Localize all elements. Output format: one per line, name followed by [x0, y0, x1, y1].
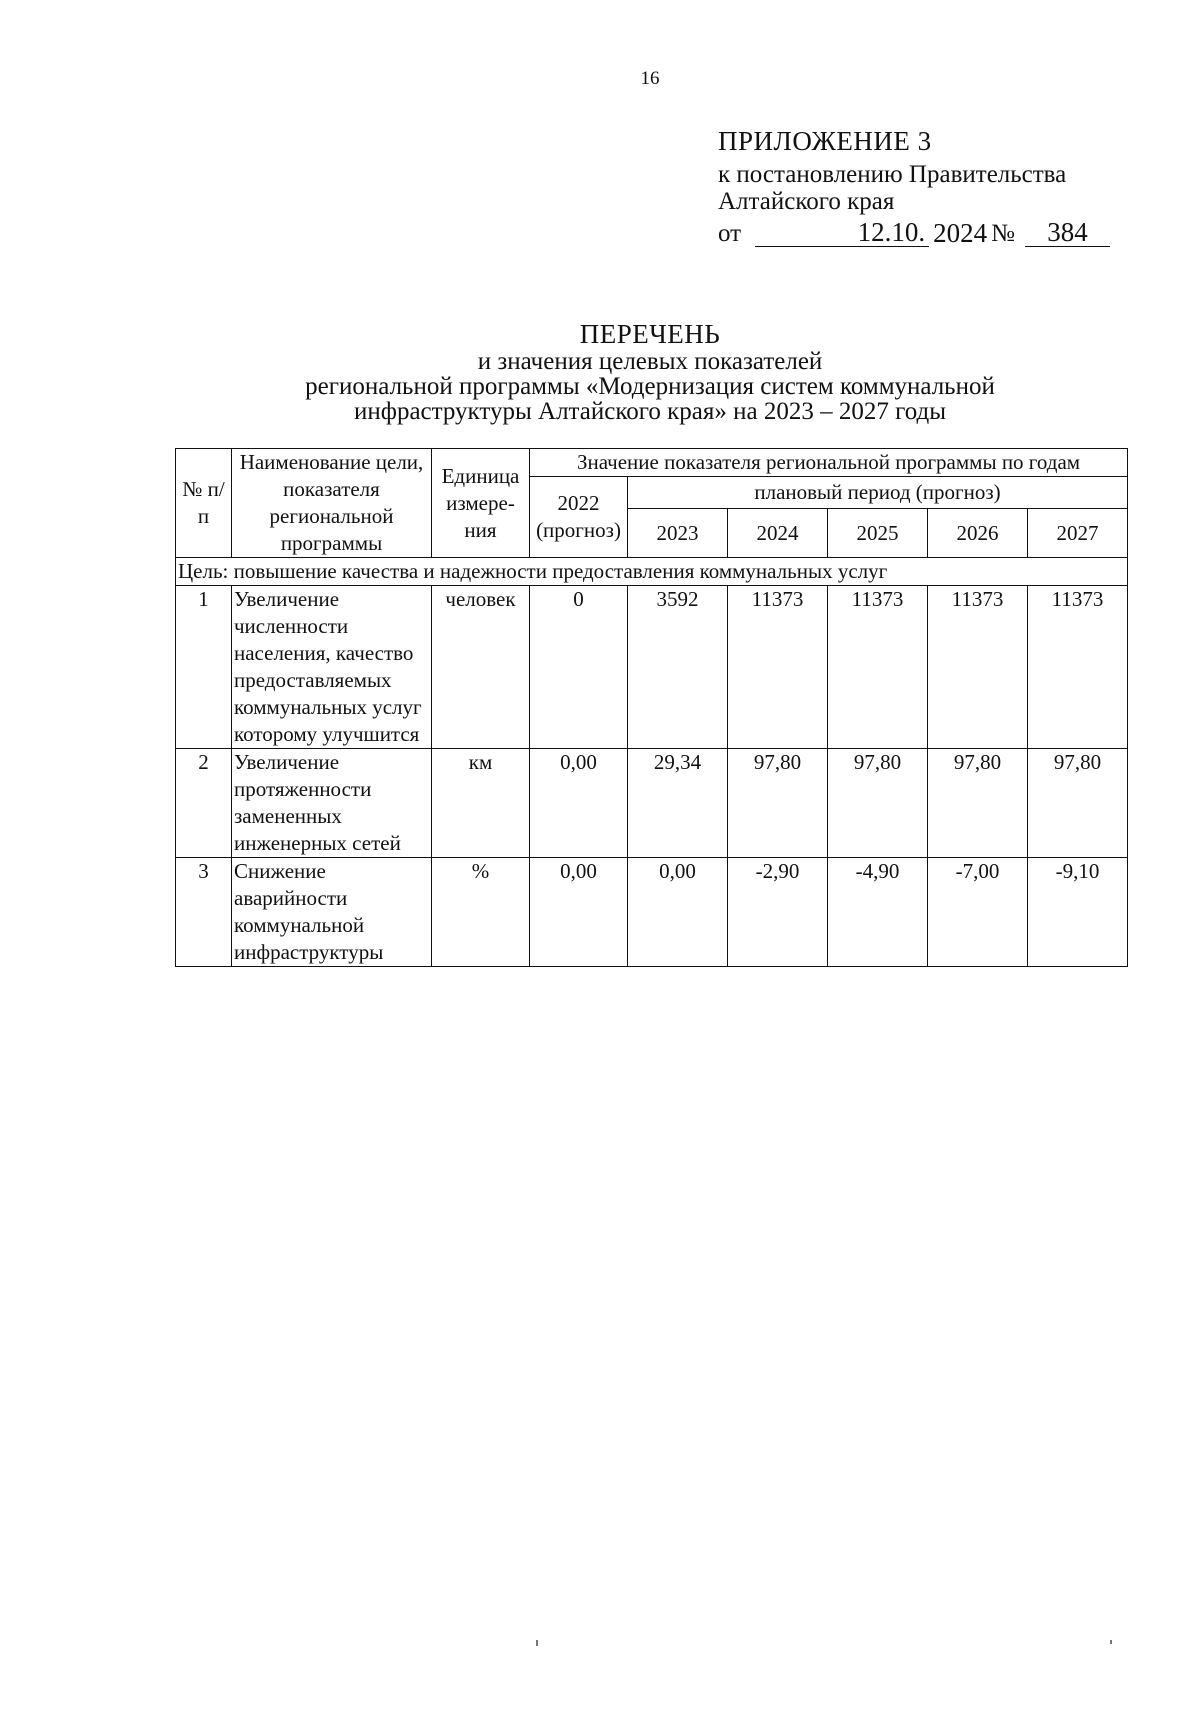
- header-unit: Единица измере-ния: [432, 449, 530, 558]
- table-row: [176, 858, 1128, 967]
- row-value: 11373: [928, 586, 1028, 749]
- appendix-date-row: [718, 219, 1110, 247]
- row-name: Увеличение протяженности замененных инженерных сетей: [232, 749, 432, 858]
- heading-line-1: и значения целевых показателей: [477, 348, 823, 375]
- header-year: 2023: [628, 509, 728, 558]
- row-base: 0,00: [530, 749, 628, 858]
- appendix-title: ПРИЛОЖЕНИЕ 3: [718, 126, 932, 156]
- row-base: 0: [530, 586, 628, 749]
- header-num: № п/п: [176, 449, 232, 558]
- appendix-line-1: к постановлению Правительства: [718, 161, 1067, 188]
- header-year: 2026: [928, 509, 1028, 558]
- row-value: 11373: [728, 586, 828, 749]
- indicators-table: [175, 448, 1128, 967]
- row-num: 1: [176, 586, 232, 749]
- header-year: 2025: [828, 509, 928, 558]
- document-heading: [0, 319, 1200, 425]
- table-row: [176, 586, 1128, 749]
- row-value: 29,34: [628, 749, 728, 858]
- page-number: 16: [640, 68, 660, 89]
- header-base-year: 2022 (прогноз): [530, 477, 628, 558]
- goal-text: Цель: повышение качества и надежности предоставления коммунальных услуг: [176, 558, 1128, 586]
- row-name: Снижение аварийности коммунальной инфраструктуры: [232, 858, 432, 967]
- appendix-block: [718, 128, 1110, 247]
- scan-artifact: [1110, 1640, 1112, 1644]
- row-value: 11373: [1028, 586, 1128, 749]
- row-value: 97,80: [928, 749, 1028, 858]
- row-value: 97,80: [1028, 749, 1128, 858]
- scan-artifact: [536, 1640, 538, 1646]
- resolution-date: 12.10.: [755, 219, 929, 247]
- row-name: Увеличение численности населения, качество предоставляемых коммунальных услуг которому улучшится: [232, 586, 432, 749]
- row-value: 97,80: [728, 749, 828, 858]
- resolution-number: 384: [1025, 219, 1110, 247]
- appendix-line-2: Алтайского края: [718, 188, 895, 215]
- goal-row: [176, 558, 1128, 586]
- row-unit: %: [432, 858, 530, 967]
- row-num: 2: [176, 749, 232, 858]
- from-label: от: [718, 220, 742, 247]
- header-year: 2024: [728, 509, 828, 558]
- row-value: -2,90: [728, 858, 828, 967]
- row-unit: км: [432, 749, 530, 858]
- row-num: 3: [176, 858, 232, 967]
- row-value: 0,00: [628, 858, 728, 967]
- row-value: 3592: [628, 586, 728, 749]
- heading-line-3: инфраструктуры Алтайского края» на 2023 – 2027 годы: [354, 398, 946, 425]
- row-value: -9,10: [1028, 858, 1128, 967]
- header-planned-group: плановый период (прогноз): [628, 477, 1128, 509]
- heading-line-2: региональной программы «Модернизация систем коммунальной: [305, 373, 995, 400]
- row-unit: человек: [432, 586, 530, 749]
- table-row: [176, 749, 1128, 858]
- row-value: -4,90: [828, 858, 928, 967]
- header-year: 2027: [1028, 509, 1128, 558]
- header-values-group: Значение показателя региональной программы по годам: [530, 449, 1128, 477]
- row-value: 11373: [828, 586, 928, 749]
- row-base: 0,00: [530, 858, 628, 967]
- resolution-year: 2024: [933, 218, 988, 248]
- row-value: 97,80: [828, 749, 928, 858]
- heading-title: ПЕРЕЧЕНЬ: [579, 319, 721, 349]
- row-value: -7,00: [928, 858, 1028, 967]
- header-name: Наименование цели, показателя региональной программы: [232, 449, 432, 558]
- number-sign: №: [991, 220, 1015, 247]
